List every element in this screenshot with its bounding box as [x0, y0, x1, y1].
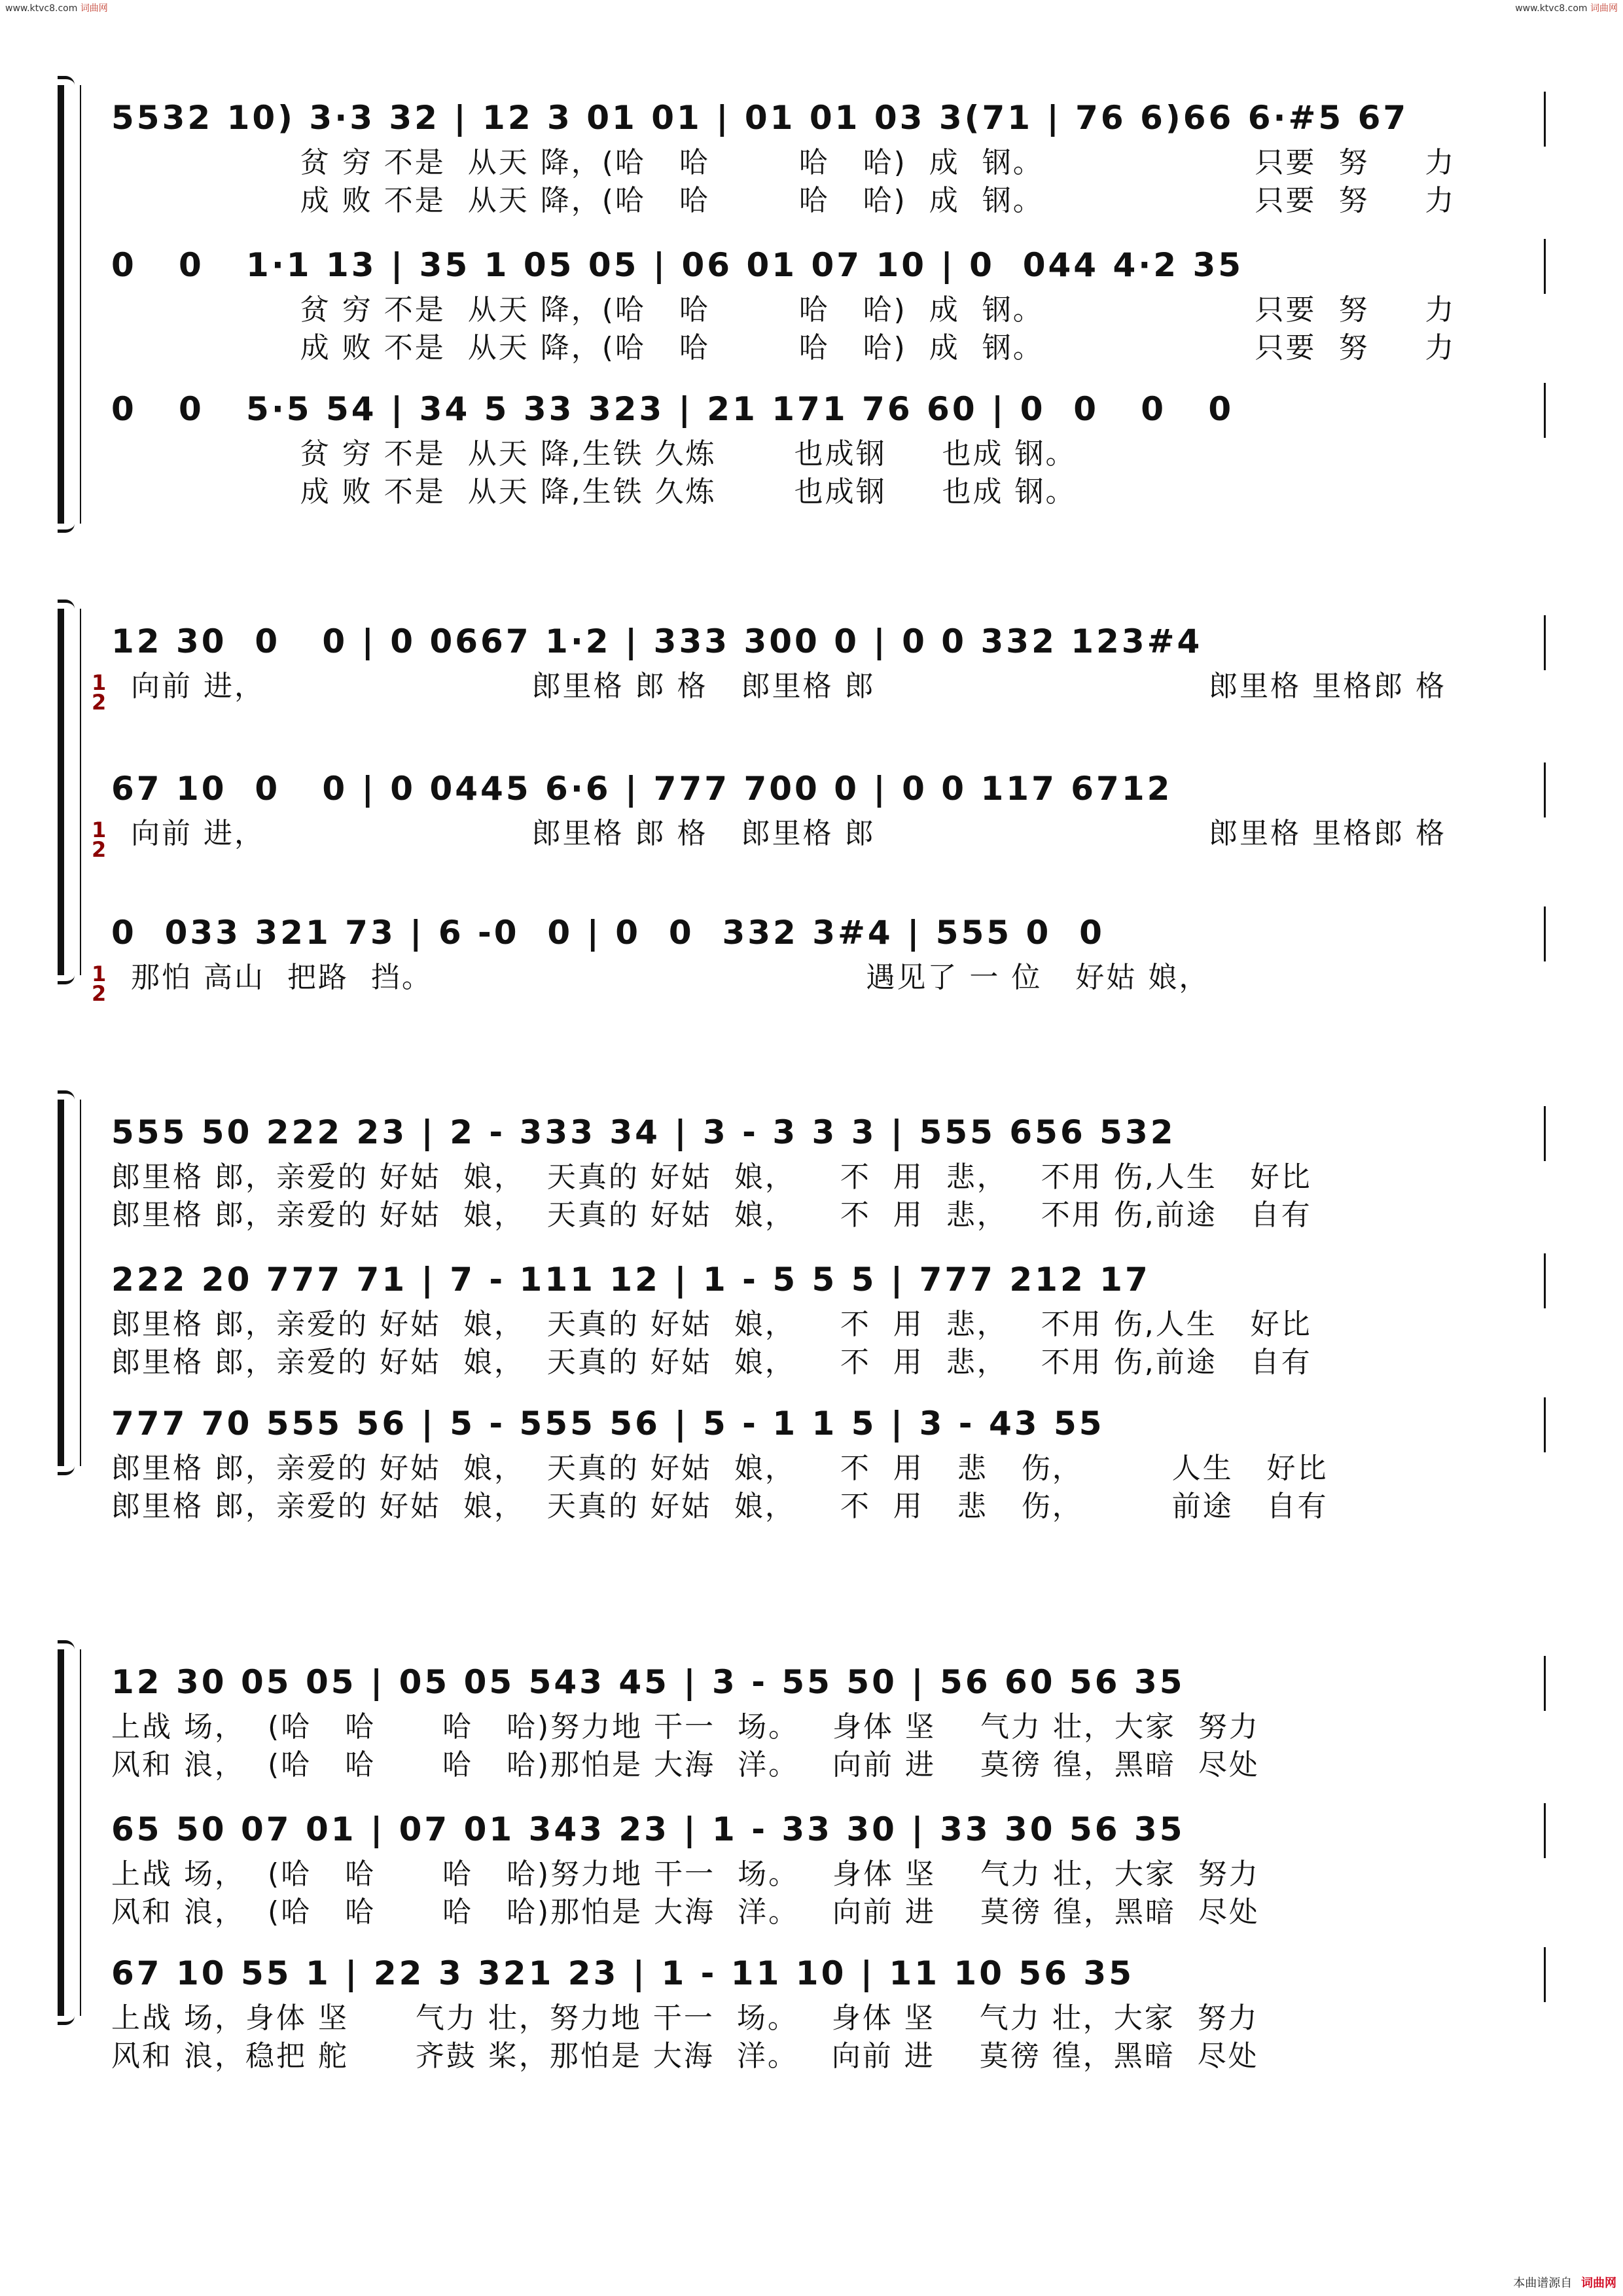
notation-line: 12 30 05 05 | 05 05 543 45 | 3 - 55 50 | 56 60 56 35 [111, 1663, 1185, 1701]
lyric-line: 郎里格 郎，亲爱的 好姑 娘， 天真的 好姑 娘， 不 用 悲， 不用 伤,人生 好比 [111, 1160, 1312, 1194]
footer-source [1513, 2274, 1616, 2291]
notation-line: 0 0 5·5 54 | 34 5 33 323 | 21 171 76 60 | 0 0 0 0 [111, 390, 1234, 428]
lyric-line: 郎里格 郎，亲爱的 好姑 娘， 天真的 好姑 娘， 不 用 悲 伤， 前途 自有 [111, 1490, 1329, 1523]
header-left-brand: 词曲网 [80, 3, 108, 14]
header-site-right [1515, 1, 1618, 14]
lyric-line: 那怕 高山 把路 挡。 遇见了 一 位 好姑 娘， [131, 961, 1210, 994]
notation-line: 65 50 07 01 | 07 01 343 23 | 1 - 33 30 | 33 30 56 35 [111, 1810, 1185, 1848]
end-barline [1544, 1803, 1546, 1858]
end-barline [1544, 1253, 1546, 1308]
lyric-line: 上战 场， (哈 哈 哈 哈)努力地 干一 场。 身体 坚 气力 壮，大家 努力 [111, 1710, 1260, 1744]
end-barline [1544, 906, 1546, 961]
notation-line: 67 10 55 1 | 22 3 321 23 | 1 - 11 10 | 11 10 56 35 [111, 1954, 1134, 1992]
end-barline [1544, 1656, 1546, 1711]
system-bracket [58, 609, 79, 975]
header-right-brand: 词曲网 [1590, 3, 1618, 14]
end-barline [1544, 383, 1546, 438]
end-barline [1544, 239, 1546, 294]
end-barline [1544, 1947, 1546, 2002]
notation-line: 67 10 0 0 | 0 0445 6·6 | 777 700 0 | 0 0 117 6712 [111, 770, 1173, 808]
system-barline-start [80, 1100, 81, 1466]
lyric-line: 贫 穷 不是 从天 降，(哈 哈 哈 哈) 成 钢。 只要 努 力 [111, 146, 1456, 179]
lyric-line: 郎里格 郎，亲爱的 好姑 娘， 天真的 好姑 娘， 不 用 悲， 不用 伤,人生 好比 [111, 1308, 1312, 1341]
lyric-line: 郎里格 郎，亲爱的 好姑 娘， 天真的 好姑 娘， 不 用 悲， 不用 伤,前途 自有 [111, 1198, 1312, 1232]
footer-brand: 词曲网 [1581, 2276, 1616, 2290]
lyric-line: 成 败 不是 从天 降，(哈 哈 哈 哈) 成 钢。 只要 努 力 [111, 184, 1456, 217]
notation-line: 5532 10) 3·3 32 | 12 3 01 01 | 01 01 03 3(71 | 76 6)66 6·#5 67 [111, 99, 1409, 137]
lyric-line: 郎里格 郎，亲爱的 好姑 娘， 天真的 好姑 娘， 不 用 悲 伤， 人生 好比 [111, 1452, 1329, 1485]
verse-marker: 1 2 [92, 817, 107, 862]
lyric-line: 向前 进， 郎里格 郎 格 郎里格 郎 郎里格 里格郎 格 [131, 817, 1447, 850]
end-barline [1544, 1397, 1546, 1452]
footer-text: 本曲谱源自 [1513, 2276, 1573, 2290]
verse-marker: 1 2 [92, 961, 107, 1006]
end-barline [1544, 1106, 1546, 1161]
lyric-line: 上战 场， (哈 哈 哈 哈)努力地 干一 场。 身体 坚 气力 壮，大家 努力 [111, 1857, 1260, 1891]
system-barline-start [80, 609, 81, 975]
notation-line: 222 20 777 71 | 7 - 111 12 | 1 - 5 5 5 | 777 212 17 [111, 1261, 1150, 1299]
lyric-line: 向前 进， 郎里格 郎 格 郎里格 郎 郎里格 里格郎 格 [131, 670, 1447, 703]
verse-marker: 1 2 [92, 670, 107, 715]
notation-line: 777 70 555 56 | 5 - 555 56 | 5 - 1 1 5 | 3 - 43 55 [111, 1405, 1105, 1443]
score-system [65, 1100, 1551, 1523]
system-barline-start [80, 85, 81, 524]
lyric-line: 贫 穷 不是 从天 降，(哈 哈 哈 哈) 成 钢。 只要 努 力 [111, 293, 1456, 327]
header-site-left [5, 1, 108, 14]
end-barline [1544, 92, 1546, 147]
notation-line: 0 033 321 73 | 6 -0 0 | 0 0 332 3#4 | 555 0 0 [111, 914, 1105, 952]
notation-line: 0 0 1·1 13 | 35 1 05 05 | 06 01 07 10 | 0 044 4·2 35 [111, 246, 1244, 284]
lyric-line: 上战 场，身体 坚 气力 壮，努力地 干一 场。 身体 坚 气力 壮，大家 努力 [111, 2001, 1259, 2035]
notation-line: 555 50 222 23 | 2 - 333 34 | 3 - 3 3 3 | 555 656 532 [111, 1113, 1176, 1151]
score-system [65, 609, 1551, 1006]
lyric-line: 成 败 不是 从天 降，(哈 哈 哈 哈) 成 钢。 只要 努 力 [111, 331, 1456, 365]
end-barline [1544, 615, 1546, 670]
lyric-line: 风和 浪， (哈 哈 哈 哈)那怕是 大海 洋。 向前 进 莫徬 徨，黑暗 尽处 [111, 1748, 1260, 1782]
score-system [65, 1649, 1551, 2073]
lyric-line: 风和 浪， (哈 哈 哈 哈)那怕是 大海 洋。 向前 进 莫徬 徨，黑暗 尽处 [111, 1895, 1260, 1929]
system-bracket [58, 1100, 79, 1466]
system-barline-start [80, 1649, 81, 2016]
lyric-line: 贫 穷 不是 从天 降,生铁 久炼 也成钢 也成 钢。 [111, 437, 1077, 471]
score-system [65, 85, 1551, 524]
header-right-url: www.ktvc8.com [1515, 3, 1588, 14]
lyric-line: 风和 浪，稳把 舵 齐鼓 桨，那怕是 大海 洋。 向前 进 莫徬 徨，黑暗 尽处 [111, 2039, 1259, 2073]
lyric-line: 成 败 不是 从天 降,生铁 久炼 也成钢 也成 钢。 [111, 475, 1077, 509]
lyric-line: 郎里格 郎，亲爱的 好姑 娘， 天真的 好姑 娘， 不 用 悲， 不用 伤,前途 自有 [111, 1346, 1312, 1379]
end-barline [1544, 762, 1546, 817]
system-bracket [58, 85, 79, 524]
notation-line: 12 30 0 0 | 0 0667 1·2 | 333 300 0 | 0 0 332 123#4 [111, 622, 1203, 660]
system-bracket [58, 1649, 79, 2016]
header-left-url: www.ktvc8.com [5, 3, 78, 14]
